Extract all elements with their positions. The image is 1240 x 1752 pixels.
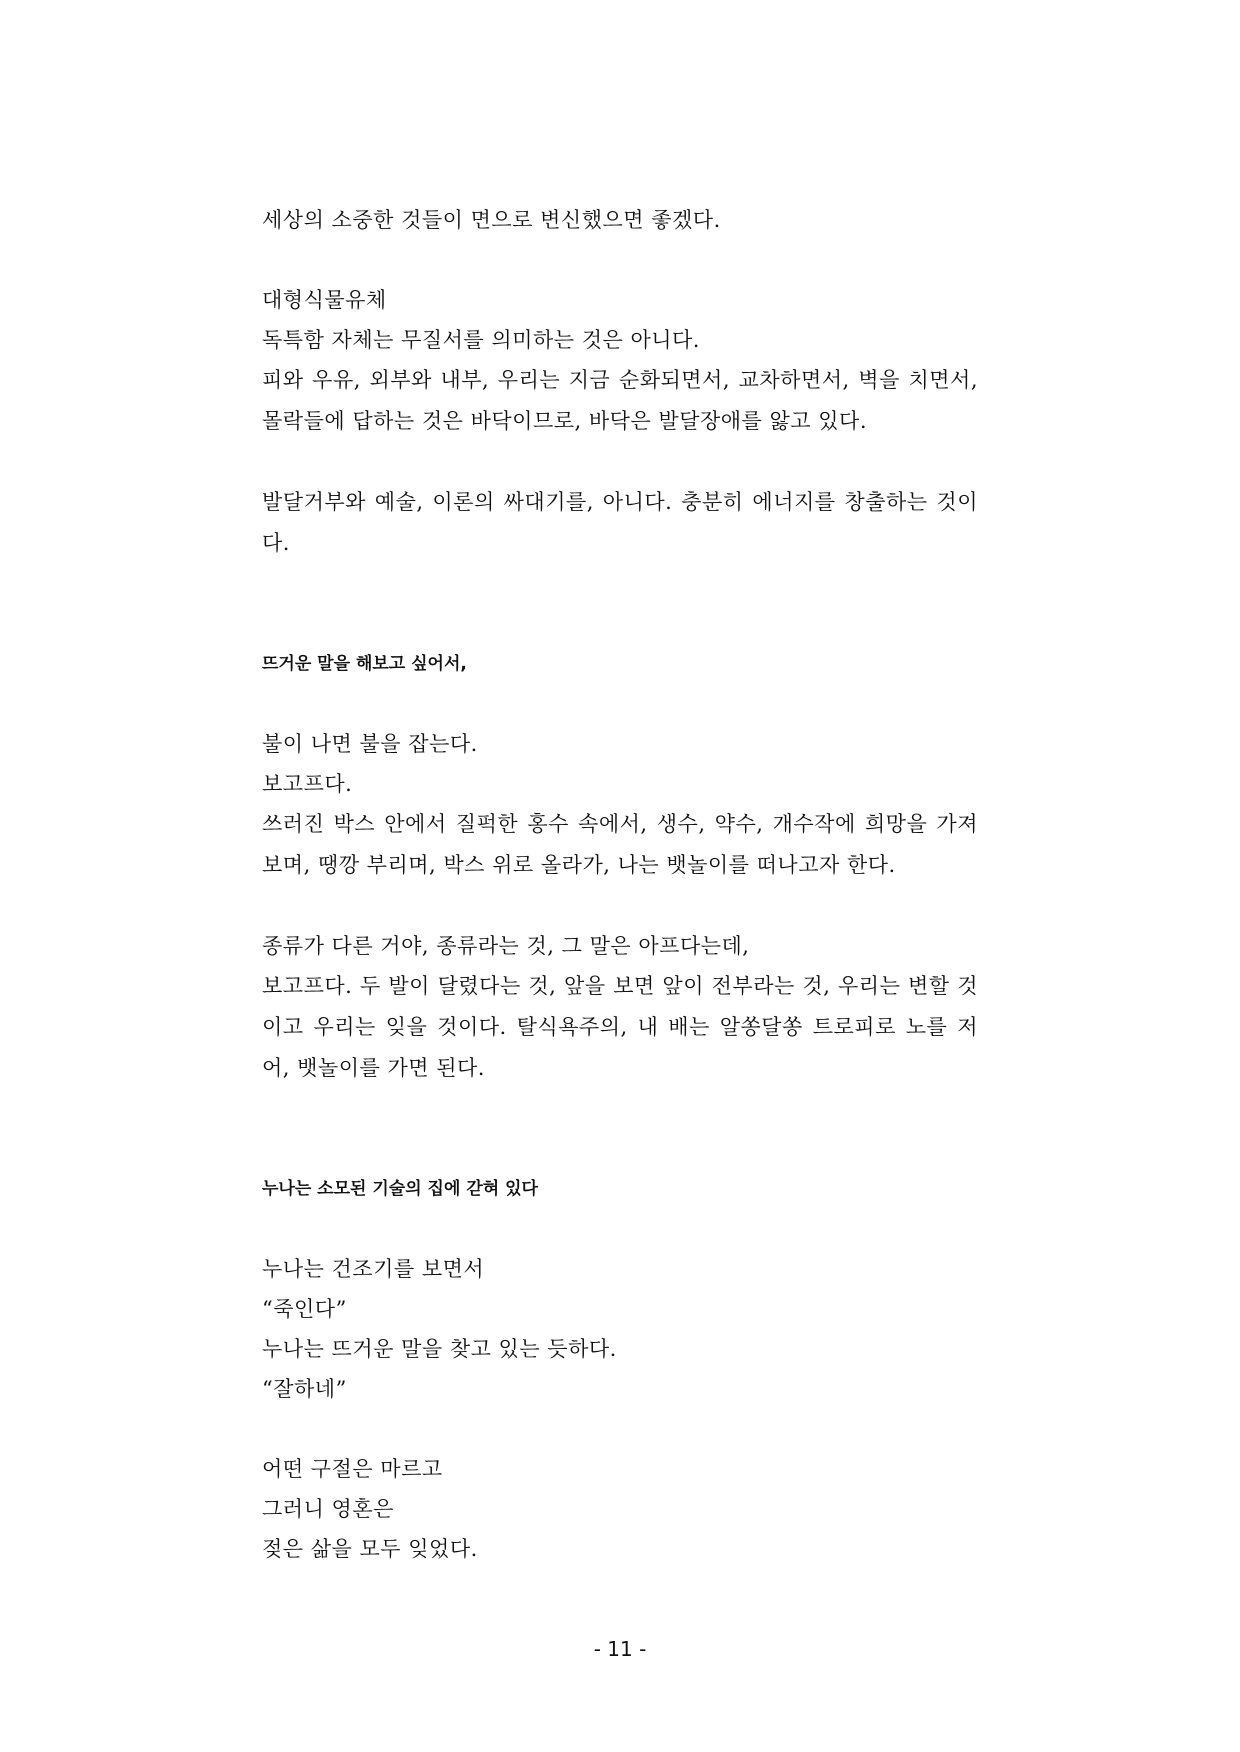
spacer: [262, 1089, 978, 1169]
spacer: [262, 684, 978, 724]
spacer: [262, 886, 978, 926]
intro-line: 대형식물유체: [262, 288, 387, 312]
section1-line: 종류가 다른 거야, 종류라는 것, 그 말은 아프다는데,: [262, 934, 750, 958]
section2-line: 어떤 구절은 마르고: [262, 1457, 443, 1481]
section-heading: 누나는 소모된 기술의 집에 갇혀 있다: [262, 1179, 538, 1199]
section1-paragraph: 보고프다. 두 발이 달렸다는 것, 앞을 보면 앞이 전부라는 것, 우리는 변할 것이고 우리는 잊을 것이다. 탈식욕주의, 내 배는 알쏭달쏭 트로피로 노를 저어, 뱃놀이를 가면 된다.: [262, 974, 978, 1080]
intro-line: 세상의 소중한 것들이 면으로 변신했으면 좋겠다.: [262, 208, 721, 232]
section2-line: “죽인다”: [262, 1297, 347, 1321]
intro-line: 독특함 자체는 무질서를 의미하는 것은 아니다.: [262, 328, 700, 352]
spacer: [262, 1409, 978, 1449]
spacer: [262, 564, 978, 644]
document-body: [262, 200, 978, 1569]
spacer: [262, 442, 978, 482]
section2-line: 누나는 뜨거운 말을 찾고 있는 듯하다.: [262, 1337, 617, 1361]
section-heading: 뜨거운 말을 해보고 싶어서,: [262, 654, 467, 674]
intro-paragraph: 발달거부와 예술, 이론의 싸대기를, 아니다. 충분히 에너지를 창출하는 것이다.: [262, 490, 978, 555]
spacer: [262, 1209, 978, 1249]
section2-line: 누나는 건조기를 보면서: [262, 1257, 485, 1281]
section1-paragraph: 쓰러진 박스 안에서 질퍽한 홍수 속에서, 생수, 약수, 개수작에 희망을 가져보며, 땡깡 부리며, 박스 위로 올라가, 나는 뱃놀이를 떠나고자 한다.: [262, 812, 978, 877]
intro-paragraph: 피와 우유, 외부와 내부, 우리는 지금 순화되면서, 교차하면서, 벽을 치면서, 몰락들에 답하는 것은 바닥이므로, 바닥은 발달장애를 앓고 있다.: [262, 368, 978, 433]
section2-line: “잘하네”: [262, 1377, 347, 1401]
section1-line: 보고프다.: [262, 772, 353, 796]
section2-line: 젖은 삶을 모두 잊었다.: [262, 1537, 478, 1561]
section1-line: 불이 나면 불을 잡는다.: [262, 732, 478, 756]
page-number: - 11 -: [593, 1637, 647, 1661]
spacer: [262, 240, 978, 280]
section2-line: 그러니 영혼은: [262, 1497, 394, 1521]
